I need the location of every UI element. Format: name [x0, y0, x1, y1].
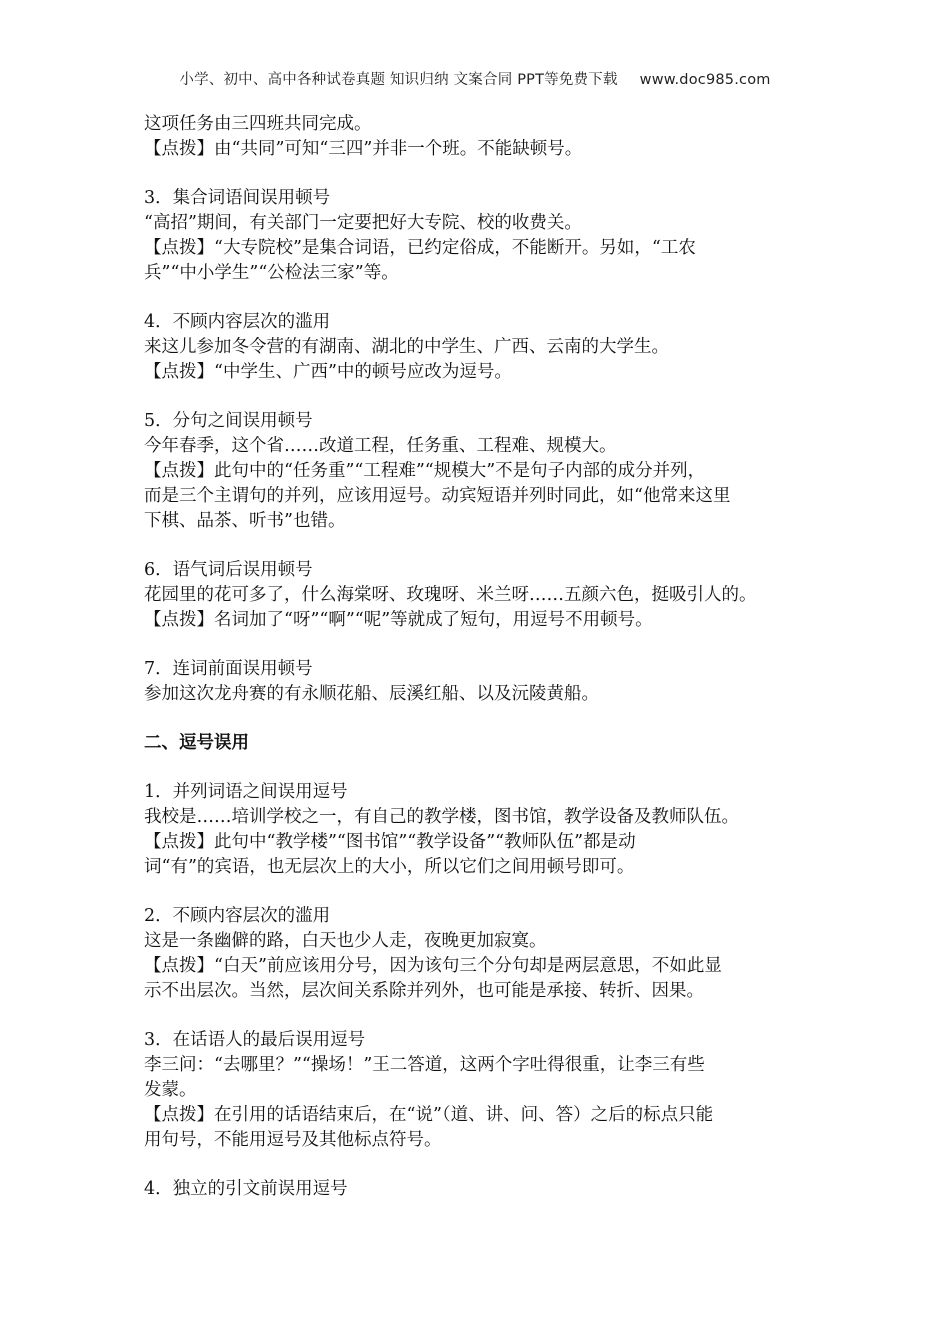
- text-line: 来这儿参加冬令营的有湖南、湖北的中学生、广西、云南的大学生。: [144, 337, 669, 357]
- document-body: [144, 112, 814, 1202]
- text-line: 【点拨】在引用的话语结束后，在“说”（道、讲、问、答）之后的标点只能: [144, 1105, 714, 1125]
- text-line: 【点拨】“白天”前应该用分号，因为该句三个分句却是两层意思，不如此显: [144, 956, 722, 976]
- paragraph-gap: [144, 633, 814, 657]
- text-line: 而是三个主谓句的并列，应该用逗号。动宾短语并列时同此，如“他常来这里: [144, 486, 731, 506]
- paragraph-gap: [144, 1004, 814, 1028]
- text-line: 【点拨】名词加了“呀”“啊”“呢”等就成了短句，用逗号不用顿号。: [144, 610, 653, 630]
- header-text: 小学、初中、高中各种试卷真题 知识归纳 文案合同 PPT等免费下载: [179, 72, 618, 88]
- text-line: 我校是……培训学校之一，有自己的教学楼，图书馆，教学设备及教师队伍。: [144, 807, 739, 827]
- text-line: 4．独立的引文前误用逗号: [144, 1179, 348, 1199]
- text-line: 词“有”的宾语，也无层次上的大小，所以它们之间用顿号即可。: [144, 857, 635, 877]
- text-line: 【点拨】由“共同”可知“三四”并非一个班。不能缺顿号。: [144, 139, 583, 159]
- text-line: 7．连词前面误用顿号: [144, 659, 313, 679]
- text-line: 1．并列词语之间误用逗号: [144, 782, 348, 802]
- paragraph-gap: [144, 385, 814, 409]
- paragraph-gap: [144, 756, 814, 780]
- text-line: 这项任务由三四班共同完成。: [144, 114, 372, 134]
- paragraph-gap: [144, 707, 814, 731]
- text-line: 4．不顾内容层次的滥用: [144, 312, 331, 332]
- text-line: 李三问：“去哪里？”“操场！”王二答道，这两个字吐得很重，让李三有些: [144, 1055, 705, 1075]
- paragraph-gap: [144, 1153, 814, 1177]
- text-line: 【点拨】“中学生、广西”中的顿号应改为逗号。: [144, 362, 512, 382]
- paragraph-gap: [144, 880, 814, 904]
- text-line: 花园里的花可多了，什么海棠呀、玫瑰呀、米兰呀……五颜六色，挺吸引人的。: [144, 585, 757, 605]
- text-line: 【点拨】“大专院校”是集合词语，已约定俗成，不能断开。另如，“工农: [144, 238, 696, 258]
- text-line: 【点拨】此句中的“任务重”“工程难”“规模大”不是句子内部的成分并列，: [144, 461, 706, 481]
- text-line: 3．集合词语间误用顿号: [144, 188, 331, 208]
- text-line: 兵”“中小学生”“公检法三家”等。: [144, 263, 399, 283]
- text-line: 3．在话语人的最后误用逗号: [144, 1030, 366, 1050]
- text-line: 6．语气词后误用顿号: [144, 560, 313, 580]
- text-line: 发蒙。: [144, 1080, 197, 1100]
- text-line: 【点拨】此句中“教学楼”“图书馆”“教学设备”“教师队伍”都是动: [144, 832, 636, 852]
- text-line: 参加这次龙舟赛的有永顺花船、辰溪红船、以及沅陵黄船。: [144, 684, 599, 704]
- text-line: 示不出层次。当然，层次间关系除并列外，也可能是承接、转折、因果。: [144, 981, 704, 1001]
- text-line: 今年春季，这个省……改道工程，任务重、工程难、规模大。: [144, 436, 617, 456]
- text-line: 用句号，不能用逗号及其他标点符号。: [144, 1130, 442, 1150]
- page-header: [0, 68, 950, 89]
- text-line: 2．不顾内容层次的滥用: [144, 906, 331, 926]
- text-line: 下棋、品茶、听书”也错。: [144, 511, 346, 531]
- paragraph-gap: [144, 162, 814, 186]
- section-title: 二、逗号误用: [144, 733, 249, 753]
- text-line: “高招”期间，有关部门一定要把好大专院、校的收费关。: [144, 213, 582, 233]
- text-line: 5．分句之间误用顿号: [144, 411, 313, 431]
- paragraph-gap: [144, 534, 814, 558]
- text-line: 这是一条幽僻的路，白天也少人走，夜晚更加寂寞。: [144, 931, 547, 951]
- header-site-url: www.doc985.com: [639, 72, 771, 88]
- paragraph-gap: [144, 286, 814, 310]
